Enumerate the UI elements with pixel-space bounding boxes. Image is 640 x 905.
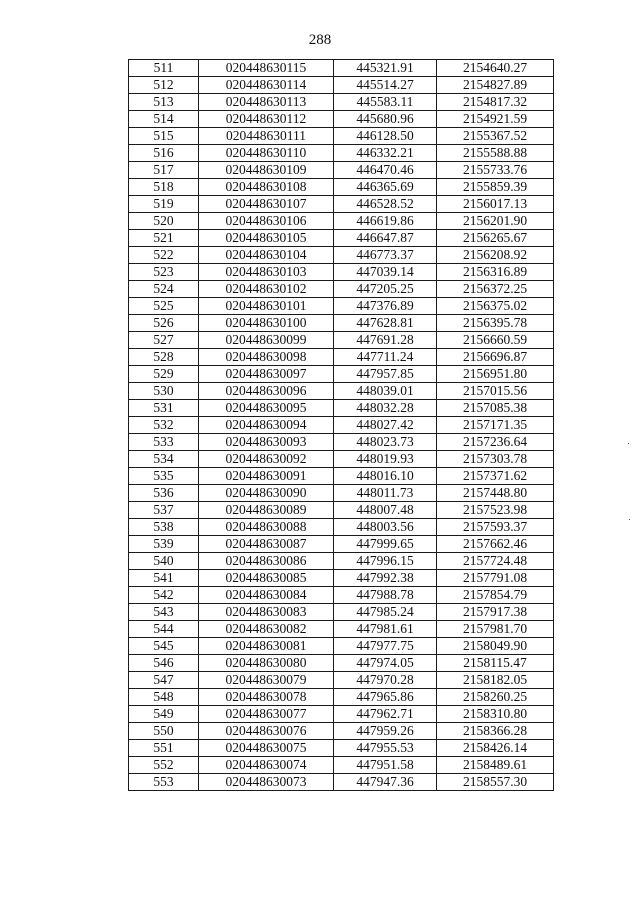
point-id-cell: 020448630115: [199, 60, 334, 77]
point-number-cell: 550: [129, 723, 199, 740]
point-number-cell: 511: [129, 60, 199, 77]
point-id-cell: 020448630086: [199, 553, 334, 570]
y-coordinate-cell: 2156375.02: [437, 298, 554, 315]
x-coordinate-cell: 445680.96: [334, 111, 437, 128]
x-coordinate-cell: 445583.11: [334, 94, 437, 111]
x-coordinate-cell: 446470.46: [334, 162, 437, 179]
table-row: [129, 332, 554, 349]
y-coordinate-cell: 2157448.80: [437, 485, 554, 502]
x-coordinate-cell: 446128.50: [334, 128, 437, 145]
table-row: [129, 587, 554, 604]
point-id-cell: 020448630087: [199, 536, 334, 553]
y-coordinate-cell: 2157236.64: [437, 434, 554, 451]
point-number-cell: 527: [129, 332, 199, 349]
y-coordinate-cell: 2156017.13: [437, 196, 554, 213]
point-number-cell: 536: [129, 485, 199, 502]
y-coordinate-cell: 2155367.52: [437, 128, 554, 145]
table-row: [129, 519, 554, 536]
table-row: [129, 723, 554, 740]
table-row: [129, 145, 554, 162]
table-row: [129, 60, 554, 77]
point-id-cell: 020448630101: [199, 298, 334, 315]
point-number-cell: 540: [129, 553, 199, 570]
table-row: [129, 655, 554, 672]
table-row: [129, 774, 554, 791]
table-row: [129, 621, 554, 638]
x-coordinate-cell: 447988.78: [334, 587, 437, 604]
x-coordinate-cell: 448003.56: [334, 519, 437, 536]
x-coordinate-cell: 447959.26: [334, 723, 437, 740]
point-number-cell: 512: [129, 77, 199, 94]
y-coordinate-cell: 2156696.87: [437, 349, 554, 366]
table-row: [129, 281, 554, 298]
table-row: [129, 366, 554, 383]
y-coordinate-cell: 2158426.14: [437, 740, 554, 757]
point-number-cell: 543: [129, 604, 199, 621]
table-row: [129, 77, 554, 94]
point-number-cell: 531: [129, 400, 199, 417]
table-row: [129, 128, 554, 145]
x-coordinate-cell: 446773.37: [334, 247, 437, 264]
y-coordinate-cell: 2158049.90: [437, 638, 554, 655]
table-row: [129, 689, 554, 706]
table-row: [129, 230, 554, 247]
point-number-cell: 532: [129, 417, 199, 434]
point-number-cell: 522: [129, 247, 199, 264]
table-row: [129, 451, 554, 468]
x-coordinate-cell: 446647.87: [334, 230, 437, 247]
y-coordinate-cell: 2157593.37: [437, 519, 554, 536]
table-row: [129, 298, 554, 315]
point-id-cell: 020448630113: [199, 94, 334, 111]
x-coordinate-cell: 447951.58: [334, 757, 437, 774]
point-number-cell: 515: [129, 128, 199, 145]
y-coordinate-cell: 2157981.70: [437, 621, 554, 638]
point-number-cell: 525: [129, 298, 199, 315]
x-coordinate-cell: 448039.01: [334, 383, 437, 400]
x-coordinate-cell: 447985.24: [334, 604, 437, 621]
table-row: [129, 94, 554, 111]
y-coordinate-cell: 2156395.78: [437, 315, 554, 332]
y-coordinate-cell: 2156265.67: [437, 230, 554, 247]
table-row: [129, 740, 554, 757]
point-id-cell: 020448630079: [199, 672, 334, 689]
point-number-cell: 553: [129, 774, 199, 791]
point-id-cell: 020448630077: [199, 706, 334, 723]
x-coordinate-cell: 448011.73: [334, 485, 437, 502]
x-coordinate-cell: 447992.38: [334, 570, 437, 587]
y-coordinate-cell: 2155733.76: [437, 162, 554, 179]
point-number-cell: 541: [129, 570, 199, 587]
point-number-cell: 546: [129, 655, 199, 672]
table-row: [129, 349, 554, 366]
y-coordinate-cell: 2157662.46: [437, 536, 554, 553]
y-coordinate-cell: 2157523.98: [437, 502, 554, 519]
point-id-cell: 020448630084: [199, 587, 334, 604]
x-coordinate-cell: 446365.69: [334, 179, 437, 196]
y-coordinate-cell: 2156316.89: [437, 264, 554, 281]
point-id-cell: 020448630076: [199, 723, 334, 740]
table-row: [129, 485, 554, 502]
x-coordinate-cell: 447999.65: [334, 536, 437, 553]
table-row: [129, 417, 554, 434]
table-row: [129, 434, 554, 451]
table-row: [129, 196, 554, 213]
point-number-cell: 548: [129, 689, 199, 706]
point-id-cell: 020448630108: [199, 179, 334, 196]
x-coordinate-cell: 448007.48: [334, 502, 437, 519]
point-number-cell: 521: [129, 230, 199, 247]
y-coordinate-cell: 2157371.62: [437, 468, 554, 485]
point-id-cell: 020448630094: [199, 417, 334, 434]
y-coordinate-cell: 2158310.80: [437, 706, 554, 723]
y-coordinate-cell: 2156372.25: [437, 281, 554, 298]
point-number-cell: 544: [129, 621, 199, 638]
point-number-cell: 519: [129, 196, 199, 213]
table-row: [129, 179, 554, 196]
point-id-cell: 020448630114: [199, 77, 334, 94]
y-coordinate-cell: 2158366.28: [437, 723, 554, 740]
y-coordinate-cell: 2157015.56: [437, 383, 554, 400]
point-id-cell: 020448630112: [199, 111, 334, 128]
point-id-cell: 020448630088: [199, 519, 334, 536]
point-id-cell: 020448630090: [199, 485, 334, 502]
y-coordinate-cell: 2157171.35: [437, 417, 554, 434]
point-id-cell: 020448630095: [199, 400, 334, 417]
x-coordinate-cell: 445514.27: [334, 77, 437, 94]
point-number-cell: 547: [129, 672, 199, 689]
table-row: [129, 638, 554, 655]
x-coordinate-cell: 447039.14: [334, 264, 437, 281]
point-id-cell: 020448630107: [199, 196, 334, 213]
table-row: [129, 315, 554, 332]
point-number-cell: 524: [129, 281, 199, 298]
scan-speck: [628, 443, 629, 444]
point-id-cell: 020448630093: [199, 434, 334, 451]
point-number-cell: 516: [129, 145, 199, 162]
point-number-cell: 529: [129, 366, 199, 383]
x-coordinate-cell: 447962.71: [334, 706, 437, 723]
point-number-cell: 534: [129, 451, 199, 468]
table-row: [129, 757, 554, 774]
point-number-cell: 538: [129, 519, 199, 536]
point-id-cell: 020448630111: [199, 128, 334, 145]
table-row: [129, 553, 554, 570]
point-number-cell: 537: [129, 502, 199, 519]
x-coordinate-cell: 447981.61: [334, 621, 437, 638]
y-coordinate-cell: 2158260.25: [437, 689, 554, 706]
y-coordinate-cell: 2157791.08: [437, 570, 554, 587]
y-coordinate-cell: 2157724.48: [437, 553, 554, 570]
y-coordinate-cell: 2154921.59: [437, 111, 554, 128]
point-id-cell: 020448630081: [199, 638, 334, 655]
point-id-cell: 020448630096: [199, 383, 334, 400]
x-coordinate-cell: 448027.42: [334, 417, 437, 434]
point-id-cell: 020448630104: [199, 247, 334, 264]
point-number-cell: 517: [129, 162, 199, 179]
y-coordinate-cell: 2158115.47: [437, 655, 554, 672]
y-coordinate-cell: 2156208.92: [437, 247, 554, 264]
point-id-cell: 020448630073: [199, 774, 334, 791]
y-coordinate-cell: 2156660.59: [437, 332, 554, 349]
table-row: [129, 570, 554, 587]
x-coordinate-cell: 447977.75: [334, 638, 437, 655]
x-coordinate-cell: 447376.89: [334, 298, 437, 315]
y-coordinate-cell: 2158182.05: [437, 672, 554, 689]
y-coordinate-cell: 2158557.30: [437, 774, 554, 791]
point-id-cell: 020448630074: [199, 757, 334, 774]
point-id-cell: 020448630083: [199, 604, 334, 621]
y-coordinate-cell: 2156201.90: [437, 213, 554, 230]
x-coordinate-cell: 447996.15: [334, 553, 437, 570]
table-row: [129, 672, 554, 689]
y-coordinate-cell: 2156951.80: [437, 366, 554, 383]
table-row: [129, 536, 554, 553]
page-number: 288: [308, 32, 332, 48]
point-id-cell: 020448630102: [199, 281, 334, 298]
point-id-cell: 020448630078: [199, 689, 334, 706]
point-number-cell: 552: [129, 757, 199, 774]
point-id-cell: 020448630089: [199, 502, 334, 519]
point-number-cell: 542: [129, 587, 199, 604]
table-row: [129, 264, 554, 281]
point-number-cell: 545: [129, 638, 199, 655]
x-coordinate-cell: 448019.93: [334, 451, 437, 468]
scan-speck: [629, 519, 630, 520]
coordinates-table-body: [129, 60, 554, 791]
point-number-cell: 530: [129, 383, 199, 400]
x-coordinate-cell: 447711.24: [334, 349, 437, 366]
x-coordinate-cell: 448023.73: [334, 434, 437, 451]
y-coordinate-cell: 2154817.32: [437, 94, 554, 111]
x-coordinate-cell: 446528.52: [334, 196, 437, 213]
point-id-cell: 020448630091: [199, 468, 334, 485]
table-row: [129, 604, 554, 621]
y-coordinate-cell: 2157303.78: [437, 451, 554, 468]
x-coordinate-cell: 446332.21: [334, 145, 437, 162]
table-row: [129, 111, 554, 128]
x-coordinate-cell: 447970.28: [334, 672, 437, 689]
x-coordinate-cell: 447955.53: [334, 740, 437, 757]
point-id-cell: 020448630100: [199, 315, 334, 332]
point-id-cell: 020448630103: [199, 264, 334, 281]
point-id-cell: 020448630098: [199, 349, 334, 366]
point-id-cell: 020448630109: [199, 162, 334, 179]
point-number-cell: 528: [129, 349, 199, 366]
x-coordinate-cell: 445321.91: [334, 60, 437, 77]
y-coordinate-cell: 2157085.38: [437, 400, 554, 417]
table-row: [129, 400, 554, 417]
point-number-cell: 539: [129, 536, 199, 553]
point-number-cell: 518: [129, 179, 199, 196]
table-row: [129, 468, 554, 485]
point-number-cell: 523: [129, 264, 199, 281]
point-id-cell: 020448630075: [199, 740, 334, 757]
table-row: [129, 383, 554, 400]
x-coordinate-cell: 448032.28: [334, 400, 437, 417]
point-id-cell: 020448630080: [199, 655, 334, 672]
x-coordinate-cell: 447957.85: [334, 366, 437, 383]
x-coordinate-cell: 446619.86: [334, 213, 437, 230]
point-id-cell: 020448630106: [199, 213, 334, 230]
y-coordinate-cell: 2157917.38: [437, 604, 554, 621]
table-row: [129, 502, 554, 519]
y-coordinate-cell: 2155859.39: [437, 179, 554, 196]
x-coordinate-cell: 447974.05: [334, 655, 437, 672]
y-coordinate-cell: 2154827.89: [437, 77, 554, 94]
x-coordinate-cell: 447628.81: [334, 315, 437, 332]
point-number-cell: 526: [129, 315, 199, 332]
point-id-cell: 020448630085: [199, 570, 334, 587]
point-id-cell: 020448630099: [199, 332, 334, 349]
point-id-cell: 020448630082: [199, 621, 334, 638]
x-coordinate-cell: 447691.28: [334, 332, 437, 349]
x-coordinate-cell: 447947.36: [334, 774, 437, 791]
point-number-cell: 514: [129, 111, 199, 128]
point-id-cell: 020448630097: [199, 366, 334, 383]
y-coordinate-cell: 2154640.27: [437, 60, 554, 77]
x-coordinate-cell: 447205.25: [334, 281, 437, 298]
point-number-cell: 533: [129, 434, 199, 451]
point-id-cell: 020448630105: [199, 230, 334, 247]
x-coordinate-cell: 448016.10: [334, 468, 437, 485]
table-row: [129, 247, 554, 264]
y-coordinate-cell: 2155588.88: [437, 145, 554, 162]
table-row: [129, 706, 554, 723]
point-number-cell: 551: [129, 740, 199, 757]
table-row: [129, 213, 554, 230]
x-coordinate-cell: 447965.86: [334, 689, 437, 706]
point-number-cell: 549: [129, 706, 199, 723]
point-id-cell: 020448630092: [199, 451, 334, 468]
point-id-cell: 020448630110: [199, 145, 334, 162]
point-number-cell: 535: [129, 468, 199, 485]
y-coordinate-cell: 2158489.61: [437, 757, 554, 774]
point-number-cell: 520: [129, 213, 199, 230]
table-row: [129, 162, 554, 179]
coordinates-table: [128, 59, 554, 791]
point-number-cell: 513: [129, 94, 199, 111]
y-coordinate-cell: 2157854.79: [437, 587, 554, 604]
